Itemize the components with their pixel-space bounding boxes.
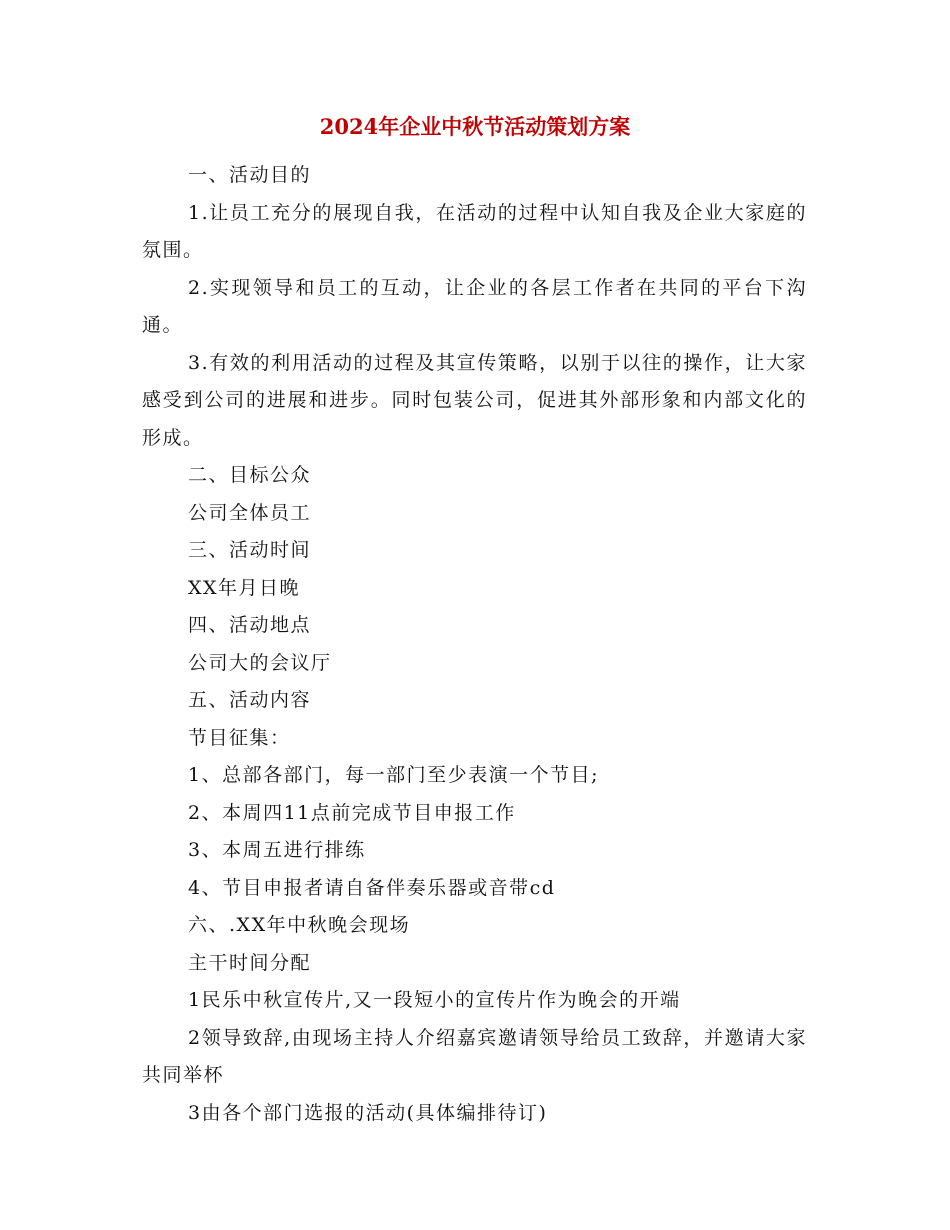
list-item-schedule-3: 3由各个部门选报的活动(具体编排待订) — [188, 1101, 548, 1124]
section-heading-time: 三、活动时间 — [188, 539, 312, 561]
section-heading-content: 五、活动内容 — [188, 689, 312, 711]
paragraph-audience: 公司全体员工 — [188, 501, 312, 524]
list-item-program-2: 2、本周四11点前完成节目申报工作 — [188, 801, 516, 824]
section-heading-gala: 六、.XX年中秋晚会现场 — [188, 914, 411, 936]
section-heading-location: 四、活动地点 — [188, 614, 312, 636]
document-body — [142, 157, 807, 1132]
paragraph-program-collection: 节目征集： — [188, 726, 291, 749]
list-item-program-1: 1、总部各部门，每一部门至少表演一个节目; — [188, 764, 599, 786]
list-item-program-3: 3、本周五进行排练 — [188, 839, 366, 861]
section-heading-purpose: 一、活动目的 — [188, 164, 312, 186]
paragraph-purpose-2: 2.实现领导和员工的互动，让企业的各层工作者在共同的平台下沟通。 — [142, 276, 807, 336]
paragraph-purpose-1: 1.让员工充分的展现自我，在活动的过程中认知自我及企业大家庭的氛围。 — [142, 201, 807, 261]
section-heading-audience: 二、目标公众 — [188, 464, 312, 486]
paragraph-location: 公司大的会议厅 — [188, 651, 332, 674]
document-title: 2024年企业中秋节活动策划方案 — [319, 114, 631, 139]
paragraph-purpose-3: 3.有效的利用活动的过程及其宣传策略，以别于以往的操作，让大家感受到公司的进展和进步。同时包装公司，促进其外部形象和内部文化的形成。 — [142, 351, 807, 449]
list-item-schedule-2: 2领导致辞,由现场主持人介绍嘉宾邀请领导给员工致辞，并邀请大家共同举杯 — [142, 1026, 807, 1086]
list-item-program-4: 4、节目申报者请自备伴奏乐器或音带cd — [188, 876, 556, 899]
paragraph-schedule: 主干时间分配 — [188, 951, 312, 974]
paragraph-time: XX年月日晚 — [188, 576, 301, 599]
list-item-schedule-1: 1民乐中秋宣传片,又一段短小的宣传片作为晚会的开端 — [188, 989, 681, 1011]
